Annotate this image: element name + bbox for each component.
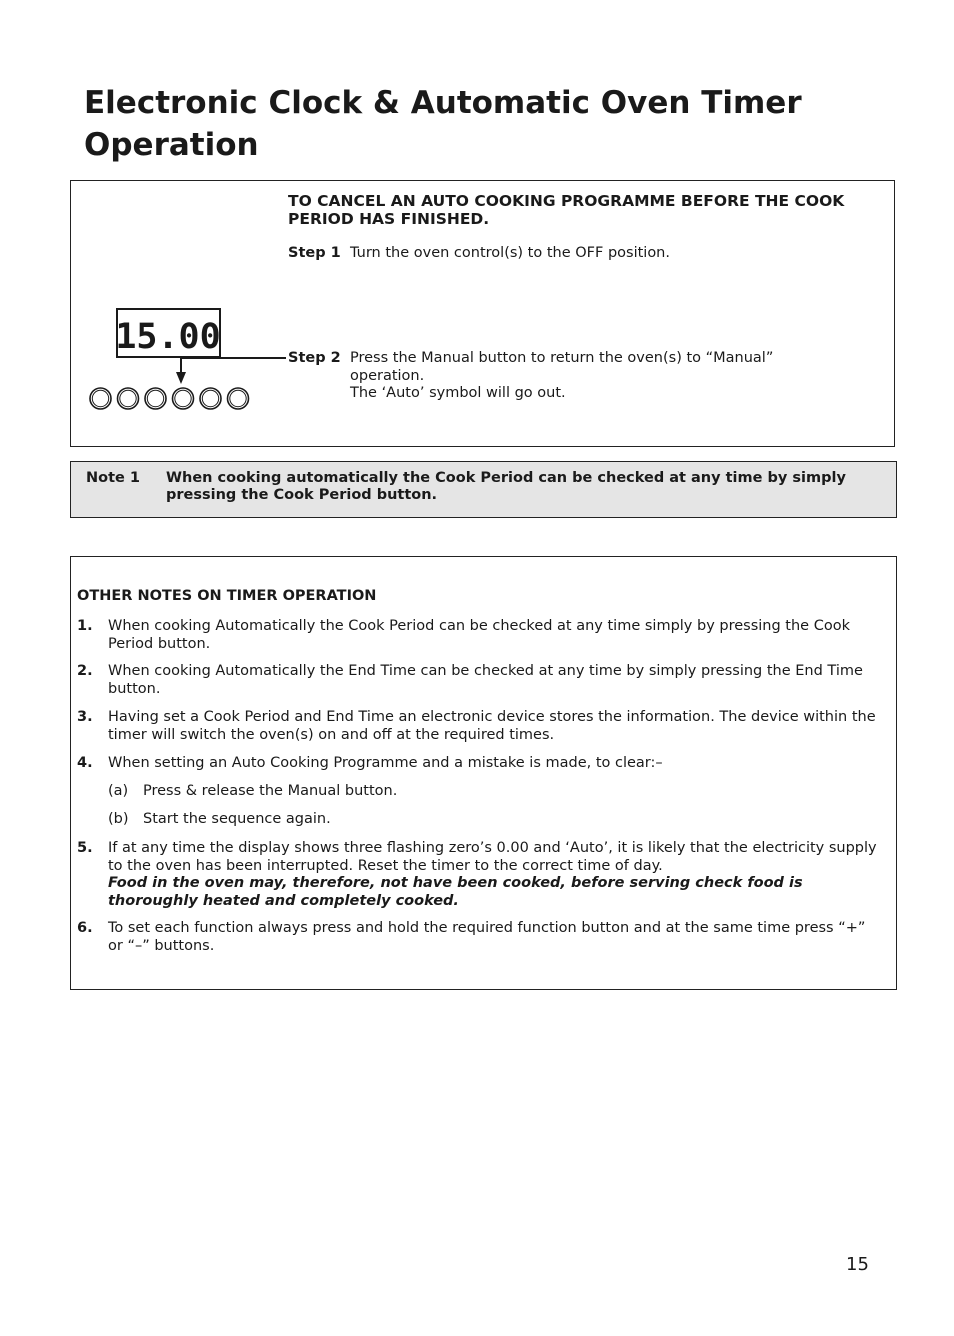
page-number: 15 [846, 1254, 869, 1275]
list-item-number: 4. [77, 755, 93, 771]
warning-text: Food in the oven may, therefore, not have been cooked, before serving check food is thoroughly heated and completely cooked. [108, 875, 803, 909]
sub-item-text: Press & release the Manual button. [143, 783, 398, 799]
timer-display-reading: 15.00 [115, 317, 221, 357]
other-notes-box [70, 556, 897, 990]
timer-button-5 [200, 388, 221, 409]
timer-diagram [71, 181, 301, 448]
list-item-text: When setting an Auto Cooking Programme and a mistake is made, to clear:– [108, 755, 663, 771]
page-title: Electronic Clock & Automatic Oven Timer Operation [84, 85, 802, 163]
sub-item-letter: (a) [108, 783, 129, 799]
list-item-number: 2. [77, 663, 93, 679]
list-item-body [108, 840, 878, 910]
timer-button-3 [145, 388, 166, 409]
timer-button-manual [173, 388, 194, 409]
step-1-label: Step 1 [288, 245, 341, 261]
sub-item-letter: (b) [108, 811, 129, 827]
step-2-label: Step 2 [288, 350, 341, 366]
list-item-text: When cooking Automatically the Cook Period can be checked at any time simply by pressing the Cook Period button. [108, 618, 850, 652]
sub-item-text: Start the sequence again. [143, 811, 331, 827]
timer-button-1 [90, 388, 111, 409]
list-item-text: Having set a Cook Period and End Time an electronic device stores the information. The device within the timer will switch the oven(s) on and off at the required times. [108, 709, 876, 743]
list-item-number: 5. [77, 840, 93, 856]
list-item-text: If at any time the display shows three flashing zero’s 0.00 and ‘Auto’, it is likely that the electricity supply to the oven has been interrupted. Reset the timer to the correct time of day. [108, 840, 877, 874]
note-label: Note 1 [86, 470, 140, 486]
timer-buttons [90, 388, 249, 409]
list-item-number: 1. [77, 618, 93, 634]
other-notes-heading: OTHER NOTES ON TIMER OPERATION [77, 588, 377, 604]
step-2-text-note: The ‘Auto’ symbol will go out. [350, 385, 566, 401]
list-item-number: 3. [77, 709, 93, 725]
list-item-text: To set each function always press and hold the required function button and at the same time press “+” or “–” buttons. [108, 920, 866, 954]
list-item-number: 6. [77, 920, 93, 936]
timer-button-6 [228, 388, 249, 409]
pointer-arrowhead [176, 372, 186, 384]
list-item-text: When cooking Automatically the End Time can be checked at any time by simply pressing the End Time button. [108, 663, 863, 697]
timer-button-2 [118, 388, 139, 409]
step-2-body [350, 350, 830, 403]
note-box [70, 461, 897, 518]
step-2-text: Press the Manual button to return the oven(s) to “Manual” operation. [350, 350, 774, 384]
note-text: When cooking automatically the Cook Period can be checked at any time by simply pressing the Cook Period button. [166, 470, 846, 503]
cancel-heading: TO CANCEL AN AUTO COOKING PROGRAMME BEFORE THE COOK PERIOD HAS FINISHED. [288, 192, 845, 228]
cancel-programme-box [70, 180, 895, 447]
step-1-text: Turn the oven control(s) to the OFF position. [350, 245, 670, 261]
